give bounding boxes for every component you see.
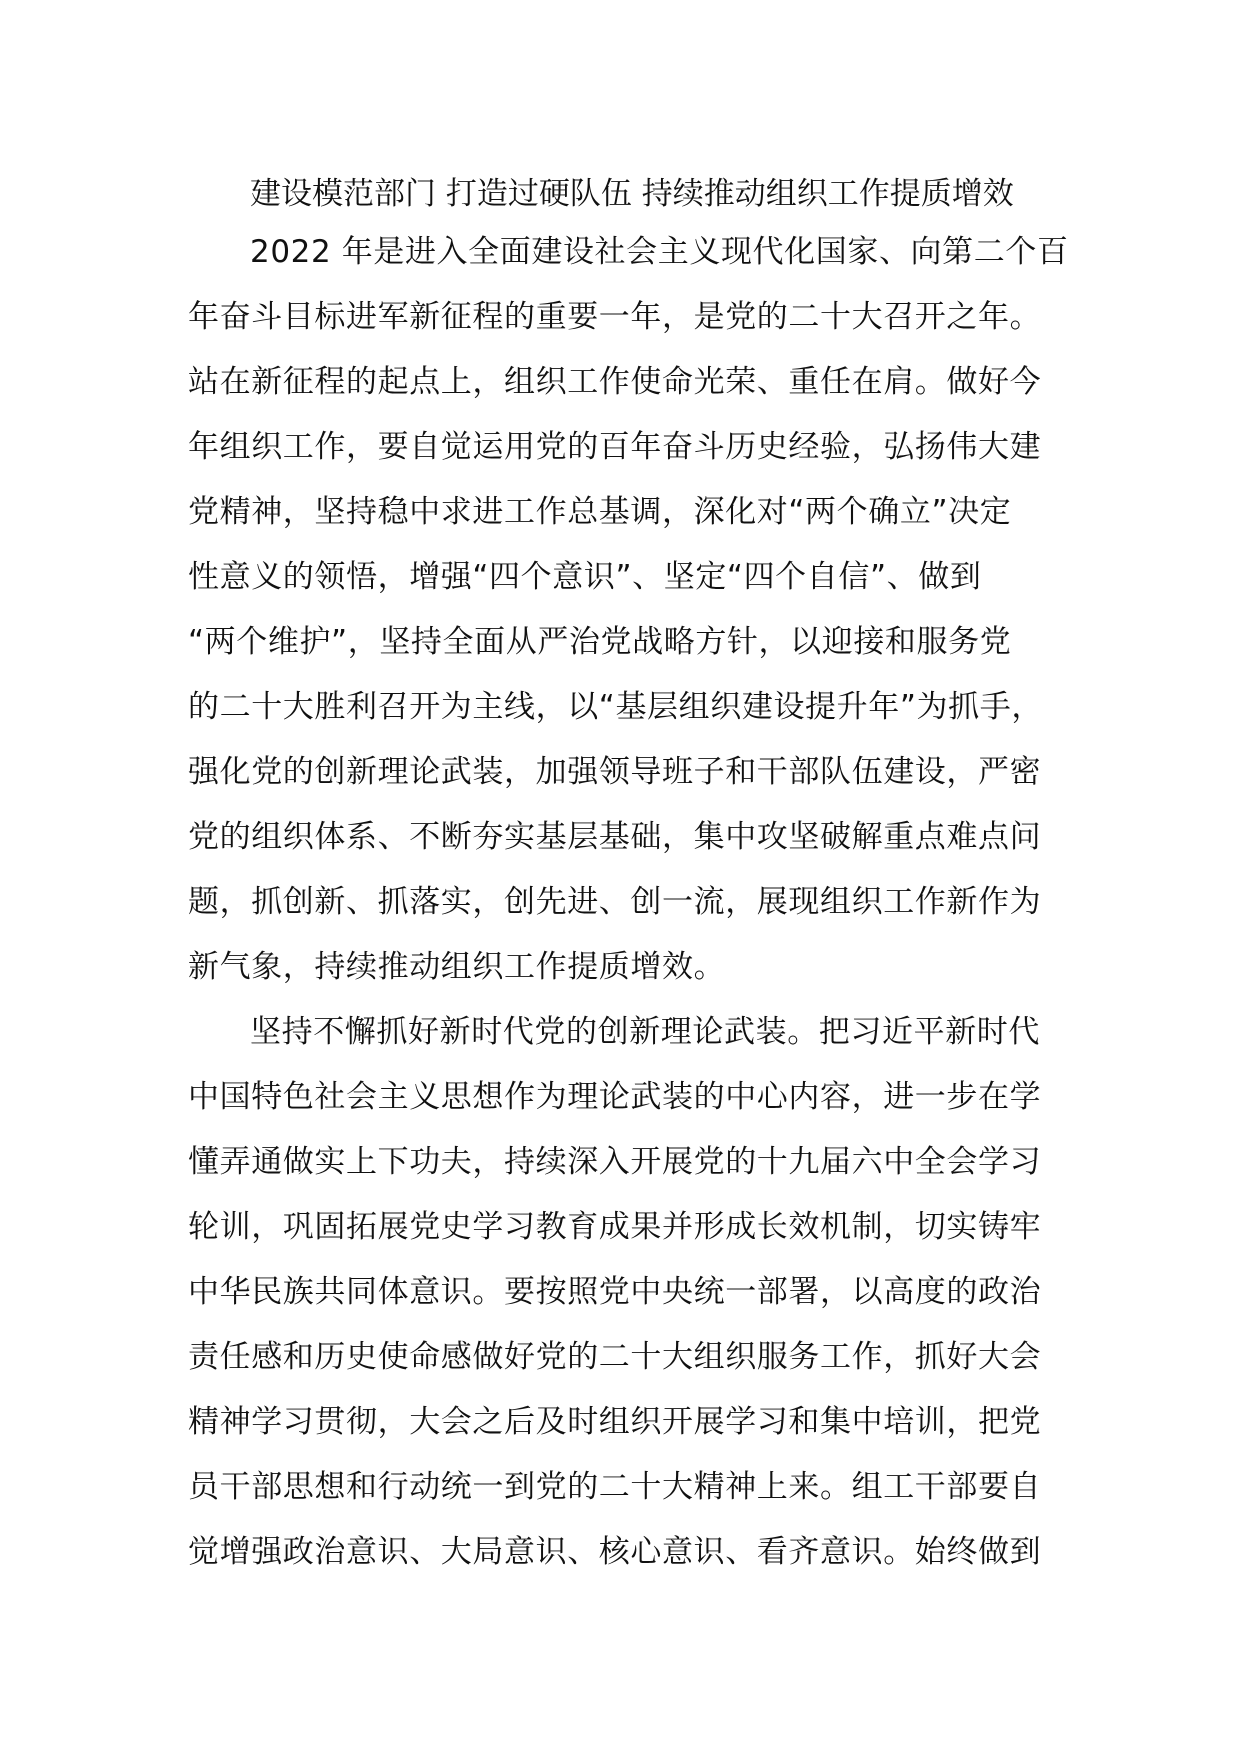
document-title: 建设模范部门 打造过硬队伍 持续推动组织工作提质增效 (250, 176, 1014, 212)
paragraph-intro (188, 220, 1068, 1000)
paragraph-line: “两个维护”，坚持全面从严治党战略方针，以迎接和服务党 (188, 624, 1012, 660)
paragraph-line: 精神学习贯彻，大会之后及时组织开展学习和集中培训，把党 (188, 1404, 1042, 1440)
paragraph-line: 性意义的领悟，增强“四个意识”、坚定“四个自信”、做到 (188, 559, 982, 595)
paragraph-line: 题，抓创新、抓落实，创先进、创一流，展现组织工作新作为 (188, 884, 1042, 920)
paragraph-line: 觉增强政治意识、大局意识、核心意识、看齐意识。始终做到 (188, 1534, 1042, 1570)
paragraph-line: 员干部思想和行动统一到党的二十大精神上来。组工干部要自 (188, 1469, 1042, 1505)
paragraph-line: 轮训，巩固拓展党史学习教育成果并形成长效机制，切实铸牢 (188, 1209, 1042, 1245)
paragraph-line: 2022 年是进入全面建设社会主义现代化国家、向第二个百 (250, 234, 1069, 270)
paragraph-line: 中国特色社会主义思想作为理论武装的中心内容，进一步在学 (188, 1079, 1042, 1115)
paragraph-line: 坚持不懈抓好新时代党的创新理论武装。把习近平新时代 (250, 1014, 1040, 1050)
paragraph-line: 中华民族共同体意识。要按照党中央统一部署，以高度的政治 (188, 1274, 1042, 1310)
paragraph-line: 的二十大胜利召开为主线，以“基层组织建设提升年”为抓手， (188, 689, 1043, 725)
paragraph-line: 党的组织体系、不断夯实基层基础，集中攻坚破解重点难点问 (188, 819, 1042, 855)
paragraph-line: 强化党的创新理论武装，加强领导班子和干部队伍建设，严密 (188, 754, 1042, 790)
paragraph-line: 懂弄通做实上下功夫，持续深入开展党的十九届六中全会学习 (188, 1144, 1042, 1180)
paragraph-line: 年组织工作，要自觉运用党的百年奋斗历史经验，弘扬伟大建 (188, 429, 1042, 465)
paragraph-line: 党精神，坚持稳中求进工作总基调，深化对“两个确立”决定 (188, 494, 1012, 530)
paragraph-theory (188, 1000, 1068, 1585)
paragraph-line: 责任感和历史使命感做好党的二十大组织服务工作，抓好大会 (188, 1339, 1042, 1375)
document-body (188, 170, 1068, 1585)
paragraph-line: 新气象，持续推动组织工作提质增效。 (188, 949, 726, 985)
paragraph-line: 站在新征程的起点上，组织工作使命光荣、重任在肩。做好今 (188, 364, 1042, 400)
paragraph-line: 年奋斗目标进军新征程的重要一年，是党的二十大召开之年。 (188, 299, 1042, 335)
